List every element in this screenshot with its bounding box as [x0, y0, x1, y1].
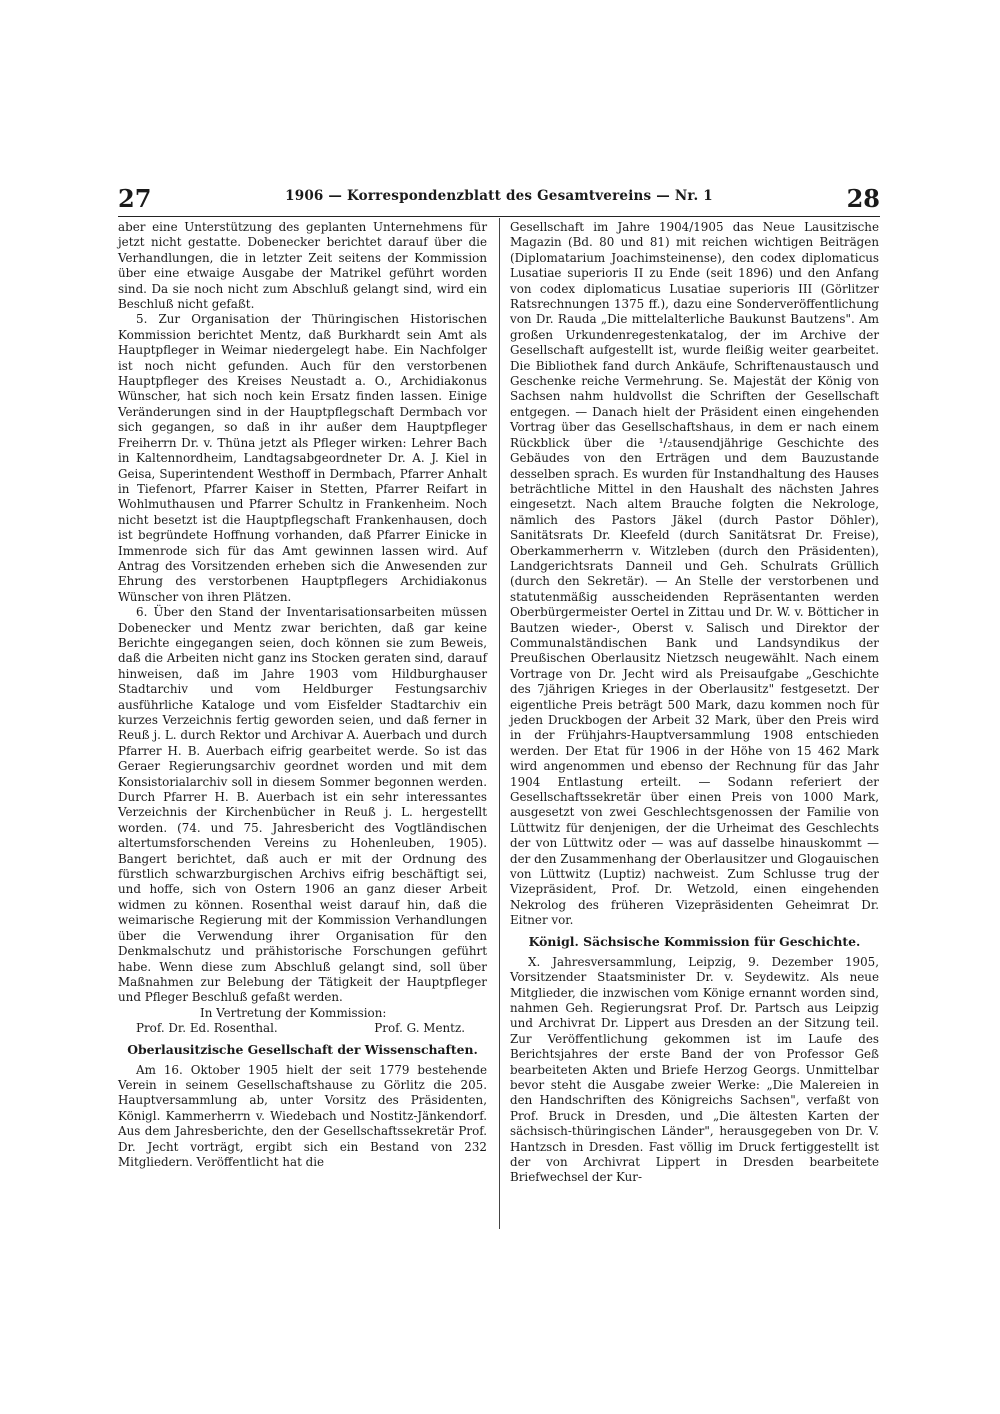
left-column [118, 220, 487, 1170]
right-column [510, 220, 879, 1186]
header-rule [118, 216, 880, 217]
running-title: 1906 — Korrespondenzblatt des Gesamtvereins — Nr. 1 [285, 188, 713, 204]
signature-line [118, 1021, 487, 1036]
left-paragraph-2: 5. Zur Organisation der Thüringischen Historischen Kommission berichtet Mentz, daß Burkhardt sein Amt als Hauptpfleger in Weimar niedergelegt habe. Ein Nachfolger ist noch nicht gefunden. Auch für den verstorbenen Hauptpfleger des Kreises Neustadt a. O., Archidiakonus Wünscher, hat sich noch kein Ersatz finden lassen. Einige Veränderungen sind in der Hauptpflegschaft Dermbach vor sich gegangen, so daß in ihr außer dem Hauptpfleger Freiherrn Dr. v. Thüna jetzt als Pfleger wirken: Lehrer Bach in Kaltennordheim, Landtagsabgeordneter Dr. A. J. Kiel in Geisa, Superintendent Westhoff in Dermbach, Pfarrer Anhalt in Tiefenort, Pfarrer Kaiser in Stetten, Pfarrer Reifart in Wohlmuthausen und Pfarrer Schultz in Frankenheim. Noch nicht besetzt ist die Hauptpflegschaft Frankenhausen, doch ist begründete Hoffnung vorhanden, daß Pfarrer Einicke in Immenrode sich für das Amt gewinnen lassen wird. Auf Antrag des Vorsitzenden erheben sich die Anwesenden zur Ehrung des verstorbenen Hauptpflegers Archidiakonus Wünscher von ihren Plätzen. [118, 312, 487, 604]
signature-rosenthal: Prof. Dr. Ed. Rosenthal. [136, 1021, 278, 1036]
right-paragraph-1: Gesellschaft im Jahre 1904/1905 das Neue Lausitzische Magazin (Bd. 80 und 81) mit reichen wichtigen Beiträgen (Diplomatarium Joachimsteinense), den codex diplomaticus Lusatiae superioris II zu Ende (seit 1896) und den Anfang von codex diplomaticus Lusatiae superioris III (Görlitzer Ratsrechnungen 1375 ff.), dazu eine Sonderveröffentlichung von Dr. Rauda „Die mittelalterliche Baukunst Bautzens". Am großen Urkundenregestenkatalog, der im Archive der Gesellschaft aufgestellt ist, wurde fleißig weiter gearbeitet. Die Bibliothek fand durch Ankäufe, Schriftenaustausch und Geschenke reiche Vermehrung. Se. Majestät der König von Sachsen nahm huldvollst die Schriften der Gesellschaft entgegen. — Danach hielt der Präsident einen eingehenden Vortrag über das Gesellschaftshaus, in dem er nach einem Rückblick über die ¹/₂tausendjährige Geschichte des Gebäudes von den Erträgen und dem Bauzustande desselben sprach. Es wurden für Instandhaltung des Hauses beträchtliche Mittel in den Haushalt des nächsten Jahres eingesetzt. Nach altem Brauche folgten die Nekrologe, nämlich des Pastors Jäkel (durch Pastor Döhler), Sanitätsrats Dr. Kleefeld (durch Sanitätsrat Dr. Freise), Oberkammerherrn v. Witzleben (durch den Präsidenten), Landgerichtsrats Danneil und Geh. Schulrats Grüllich (durch den Sekretär). — An Stelle der verstorbenen und statutenmäßig ausscheidenden Repräsentanten werden Oberbürgermeister Oertel in Zittau und Dr. W. v. Bötticher in Bautzen wieder-, Oberst v. Salisch und Direktor der Communalständischen Bank und Landsyndikus der Preußischen Oberlausitz Nietzsch neugewählt. Nach einem Vortrage von Dr. Jecht wird als Preisaufgabe „Geschichte des 7jährigen Krieges in der Oberlausitz" festgesetzt. Der eigentliche Preis beträgt 500 Mark, dazu kommen noch für jeden Druckbogen der Arbeit 32 Mark, über den Preis wird in der Frühjahrs-Hauptversammlung 1908 entschieden werden. Der Etat für 1906 in der Höhe von 15 462 Mark wird angenommen und ebenso der Rechnung für das Jahr 1904 Entlastung erteilt. — Sodann referiert der Gesellschaftssekretär über einen Preis von 1000 Mark, ausgesetzt von zwei Geschlechtsgenossen der Familie von Lüttwitz für denjenigen, der die Urheimat des Geschlechts der von Lüttwitz oder — was auf dasselbe hinauskommt — der den Zusammenhang der Oberlausitzer und Glogauischen von Lüttwitz (Luptiz) nachweist. Zum Schlusse trug der Vizepräsident, Prof. Dr. Wetzold, einen eingehenden Nekrolog des früheren Vizepräsidenten Geheimrat Dr. Eitner vor. [510, 220, 879, 928]
right-paragraph-2: X. Jahresversammlung, Leipzig, 9. Dezember 1905, Vorsitzender Staatsminister Dr. v. Seydewitz. Als neue Mitglieder, die inzwischen vom Könige ernannt worden sind, nahmen Geh. Regierungsrat Prof. Dr. Partsch aus Leipzig und Archivrat Dr. Lippert aus Dresden an der Sitzung teil. Zur Veröffentlichung gekommen ist im Laufe des Berichtsjahres der erste Band der von Professor Geß bearbeiteten Akten und Briefe Herzog Georgs. Unmittelbar bevor steht die Ausgabe zweier Werke: „Die Malereien in den Handschriften des Königreichs Sachsen", verfaßt von Prof. Bruck in Dresden, und „Die ältesten Karten der sächsisch-thüringischen Länder", herausgegeben von Dr. V. Hantzsch in Dresden. Fast völlig im Druck fertiggestellt ist der von Archivrat Lippert in Dresden bearbeitete Briefwechsel der Kur- [510, 954, 879, 1185]
left-paragraph-4: Am 16. Oktober 1905 hielt der seit 1779 bestehende Verein in seinem Gesellschaftshause zu Görlitz die 205. Hauptversammlung ab, unter Vorsitz des Präsidenten, Königl. Kammerherrn v. Wiedebach und Nostitz-Jänkendorf. Aus dem Jahresberichte, den der Gesellschaftssekretär Prof. Dr. Jecht vorträgt, ergibt sich ein Bestand von 232 Mitgliedern. Veröffentlicht hat die [118, 1062, 487, 1169]
page-number-left: 27 [118, 184, 152, 213]
page-header [118, 184, 880, 214]
signature-intro: In Vertretung der Kommission: [200, 1005, 387, 1020]
section-heading-oberlausitz: Oberlausitzische Gesellschaft der Wissenschaften. [127, 1041, 478, 1057]
left-paragraph-1: aber eine Unterstützung des geplanten Unternehmens für jetzt nicht gestatte. Dobenecker berichtet darauf über die Verhandlungen, die in letzter Zeit seitens der Kommission über eine etwaige Ausgabe der Matrikel geführt worden sind. Da sie noch nicht zum Abschluß gelangt sind, wird ein Beschluß nicht gefaßt. [118, 220, 487, 312]
section-heading-saxony: Königl. Sächsische Kommission für Geschichte. [528, 933, 861, 949]
signature-mentz: Prof. G. Mentz. [374, 1021, 465, 1036]
left-paragraph-3: 6. Über den Stand der Inventarisationsarbeiten müssen Dobenecker und Mentz zwar berichten, daß gar keine Berichte eingegangen seien, doch können sie zum Beweis, daß die Arbeiten nicht ganz ins Stocken geraten sind, darauf hinweisen, daß im Jahre 1903 vom Hildburghauser Stadtarchiv und vom Heldburger Festungsarchiv ausführliche Kataloge und vom Eisfelder Stadtarchiv ein kurzes Verzeichnis fertig geworden seien, und daß ferner in Reuß j. L. durch Rektor und Archivar A. Auerbach und durch Pfarrer H. B. Auerbach eifrig gearbeitet werde. So ist das Geraer Regierungsarchiv geordnet worden und mit dem Konsistorialarchiv soll in diesem Sommer begonnen werden. Durch Pfarrer H. B. Auerbach ist ein sehr interessantes Verzeichnis der Kirchenbücher in Reuß j. L. hergestellt worden. (74. und 75. Jahresbericht des Vogtländischen altertumsforschenden Vereins zu Hohenleuben, 1905). Bangert berichtet, daß auch er mit der Ordnung des fürstlich schwarzburgischen Archivs eifrig beschäftigt sei, und hoffe, sich von Ostern 1906 an ganz dieser Arbeit widmen zu können. Rosenthal weist darauf hin, daß die weimarische Regierung mit der Kommission Verhandlungen über die Verwendung ihrer Organisation für den Denkmalschutz und prähistorische Forschungen geführt habe. Wenn diese zum Abschluß gelangt sind, soll über Maßnahmen zur Belebung der Tätigkeit der Hauptpfleger und Pfleger Beschluß gefaßt werden. [118, 605, 487, 1005]
page-number-right: 28 [846, 184, 880, 213]
column-divider [499, 218, 500, 1229]
